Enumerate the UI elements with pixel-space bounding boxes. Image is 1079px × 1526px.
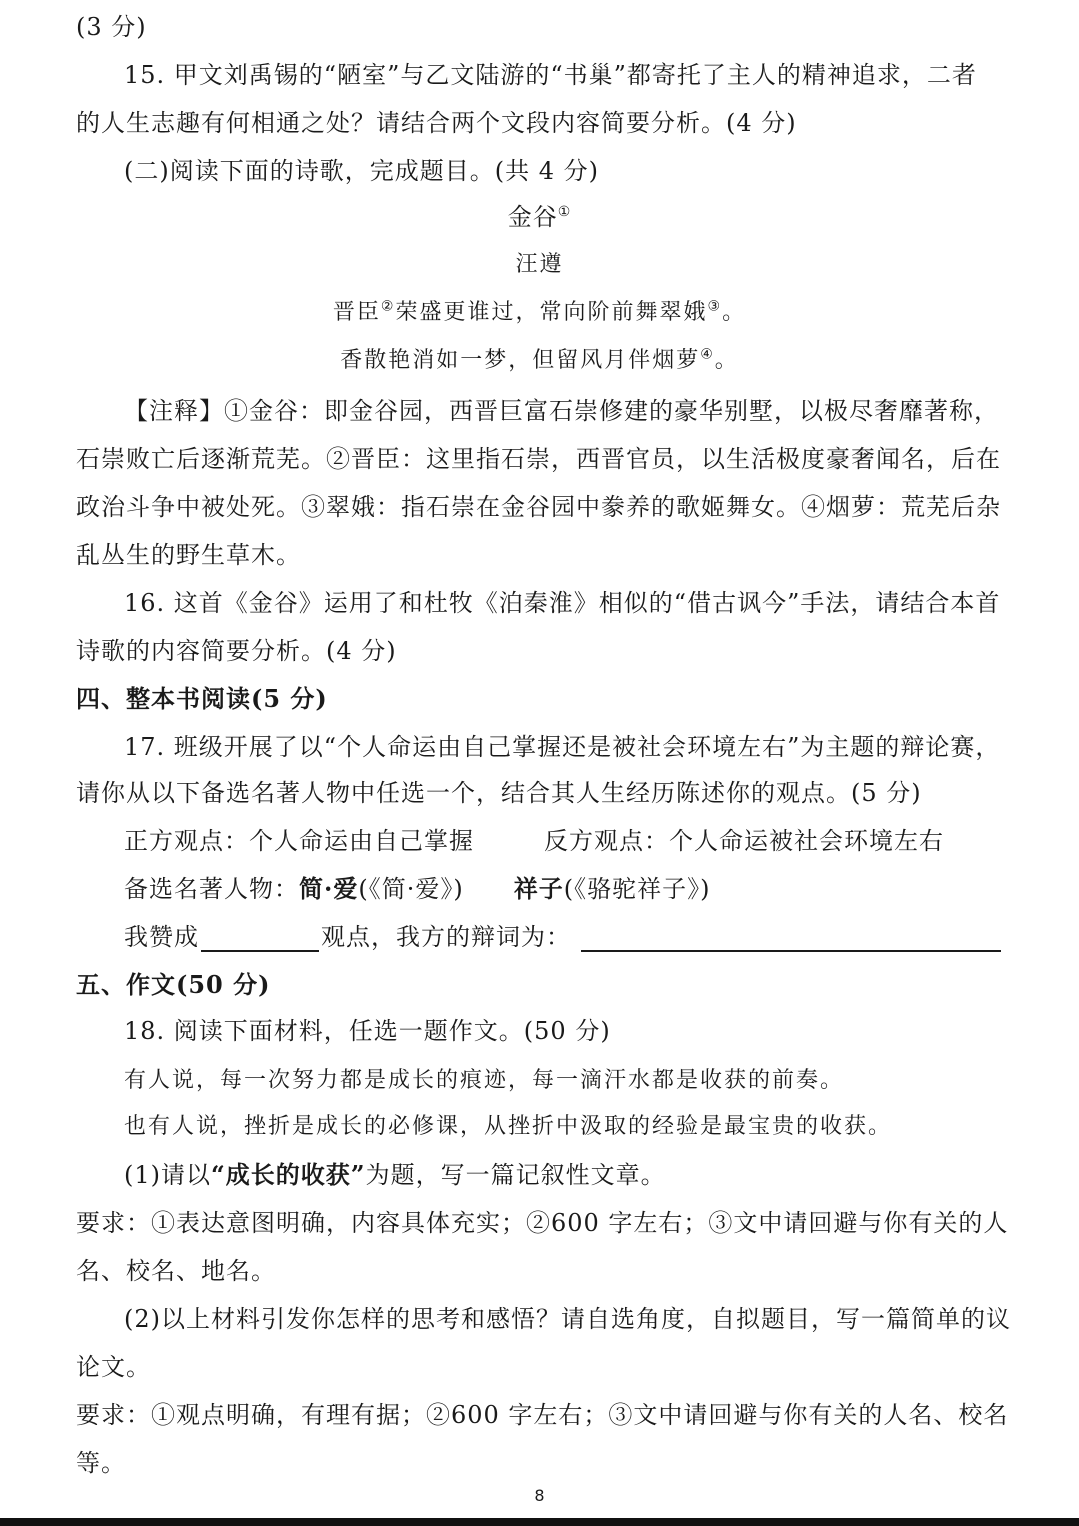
candidate-label: 备选名著人物： xyxy=(124,875,299,903)
essay-option-2-line1: (2)以上材料引发你怎样的思考和感悟？请自选角度，自拟题目，写一篇简单的议 xyxy=(124,1305,1011,1333)
section-2-heading: (二)阅读下面的诗歌，完成题目。(共 4 分) xyxy=(124,157,599,185)
pro-position: 正方观点：个人命运由自己掌握 xyxy=(124,827,474,855)
annotation-line1: 【注释】①金谷：即金谷园，西晋巨富石崇修建的豪华别墅，以极尽奢靡著称， xyxy=(124,397,999,425)
poem-title-text: 金谷 xyxy=(507,203,558,231)
question-16-line2: 诗歌的内容简要分析。(4 分) xyxy=(76,637,397,665)
section-5-heading: 五、作文(50 分) xyxy=(76,970,271,999)
page-number: 8 xyxy=(534,1486,545,1505)
option-1-title: “成长的收获” xyxy=(211,1160,366,1189)
material-line2: 也有人说，挫折是成长的必修课，从挫折中汲取的经验是最宝贵的收获。 xyxy=(124,1114,893,1139)
question-18: 18. 阅读下面材料，任选一题作文。(50 分) xyxy=(124,1017,611,1045)
question-15-line2: 的人生志趣有何相通之处？请结合两个文段内容简要分析。(4 分) xyxy=(76,109,797,137)
agree-statement xyxy=(124,922,984,952)
requirement-2-line2: 等。 xyxy=(76,1449,126,1477)
poem-note-mark-3: ③ xyxy=(707,298,723,315)
score-note: (3 分) xyxy=(76,13,147,41)
material-line1: 有人说，每一次努力都是成长的痕迹，每一滴汗水都是收获的前奏。 xyxy=(124,1068,845,1093)
poem-line-1 xyxy=(0,298,1079,328)
essay-option-1 xyxy=(124,1160,984,1190)
question-15-line1: 15. 甲文刘禹锡的“陋室”与乙文陆游的“书巢”都寄托了主人的精神追求，二者 xyxy=(124,61,977,89)
annotation-line3: 政治斗争中被处死。③翠娥：指石崇在金谷园中豢养的歌姬舞女。④烟萝：荒芜后杂 xyxy=(76,493,1001,521)
poem-title-note-mark: ① xyxy=(557,204,572,220)
requirement-1-line1: 要求：①表达意图明确，内容具体充实；②600 字左右；③文中请回避与你有关的人 xyxy=(76,1209,1009,1237)
agree-prefix: 我赞成 xyxy=(124,923,199,951)
requirement-2-line1: 要求：①观点明确，有理有据；②600 字左右；③文中请回避与你有关的人名、校名 xyxy=(76,1401,1009,1429)
position-blank[interactable] xyxy=(201,928,319,952)
question-17-line1: 17. 班级开展了以“个人命运由自己掌握还是被社会环境左右”为主题的辩论赛， xyxy=(124,733,1001,761)
candidate-2-book: (《骆驼祥子》) xyxy=(563,875,711,903)
poem-line-1-b: 荣盛更谁过，常向阶前舞翠娥 xyxy=(395,300,708,325)
agree-suffix: 观点，我方的辩词为： xyxy=(321,923,571,951)
annotation-line2: 石崇败亡后逐渐荒芜。②晋臣：这里指石崇，西晋官员，以生活极度豪奢闻名，后在 xyxy=(76,445,1001,473)
essay-option-2-line2: 论文。 xyxy=(76,1353,151,1381)
poem-line-2 xyxy=(0,346,1079,376)
annotation-line4: 乱丛生的野生草木。 xyxy=(76,541,301,569)
poem-line-1-a: 晋臣 xyxy=(332,300,381,325)
poem-note-mark-2: ② xyxy=(380,298,396,315)
poem-title xyxy=(0,202,1079,232)
con-position: 反方观点：个人命运被社会环境左右 xyxy=(544,827,944,855)
poem-line-2-a: 香散艳消如一梦，但留风月伴烟萝 xyxy=(340,348,701,373)
poem-note-mark-4: ④ xyxy=(700,346,715,363)
candidate-characters xyxy=(124,874,984,904)
argument-blank[interactable] xyxy=(581,928,1001,952)
option-1-prefix: (1)请以 xyxy=(124,1161,211,1189)
option-1-suffix: 为题，写一篇记叙性文章。 xyxy=(365,1161,666,1189)
candidate-2-name: 祥子 xyxy=(513,874,564,903)
candidate-1-book: (《简·爱》) xyxy=(358,875,464,903)
poem-author: 汪遵 xyxy=(515,252,564,277)
debate-positions xyxy=(124,826,984,856)
poem-line-1-c: 。 xyxy=(722,300,747,325)
poem-line-2-b: 。 xyxy=(714,348,739,373)
bottom-border xyxy=(0,1518,1079,1526)
question-17-line2: 请你从以下备选名著人物中任选一个，结合其人生经历陈述你的观点。(5 分) xyxy=(76,779,922,807)
section-4-heading: 四、整本书阅读(5 分) xyxy=(76,684,328,713)
candidate-1-name: 简·爱 xyxy=(299,874,359,903)
requirement-1-line2: 名、校名、地名。 xyxy=(76,1257,276,1285)
question-16-line1: 16. 这首《金谷》运用了和杜牧《泊秦淮》相似的“借古讽今”手法，请结合本首 xyxy=(124,589,1001,617)
